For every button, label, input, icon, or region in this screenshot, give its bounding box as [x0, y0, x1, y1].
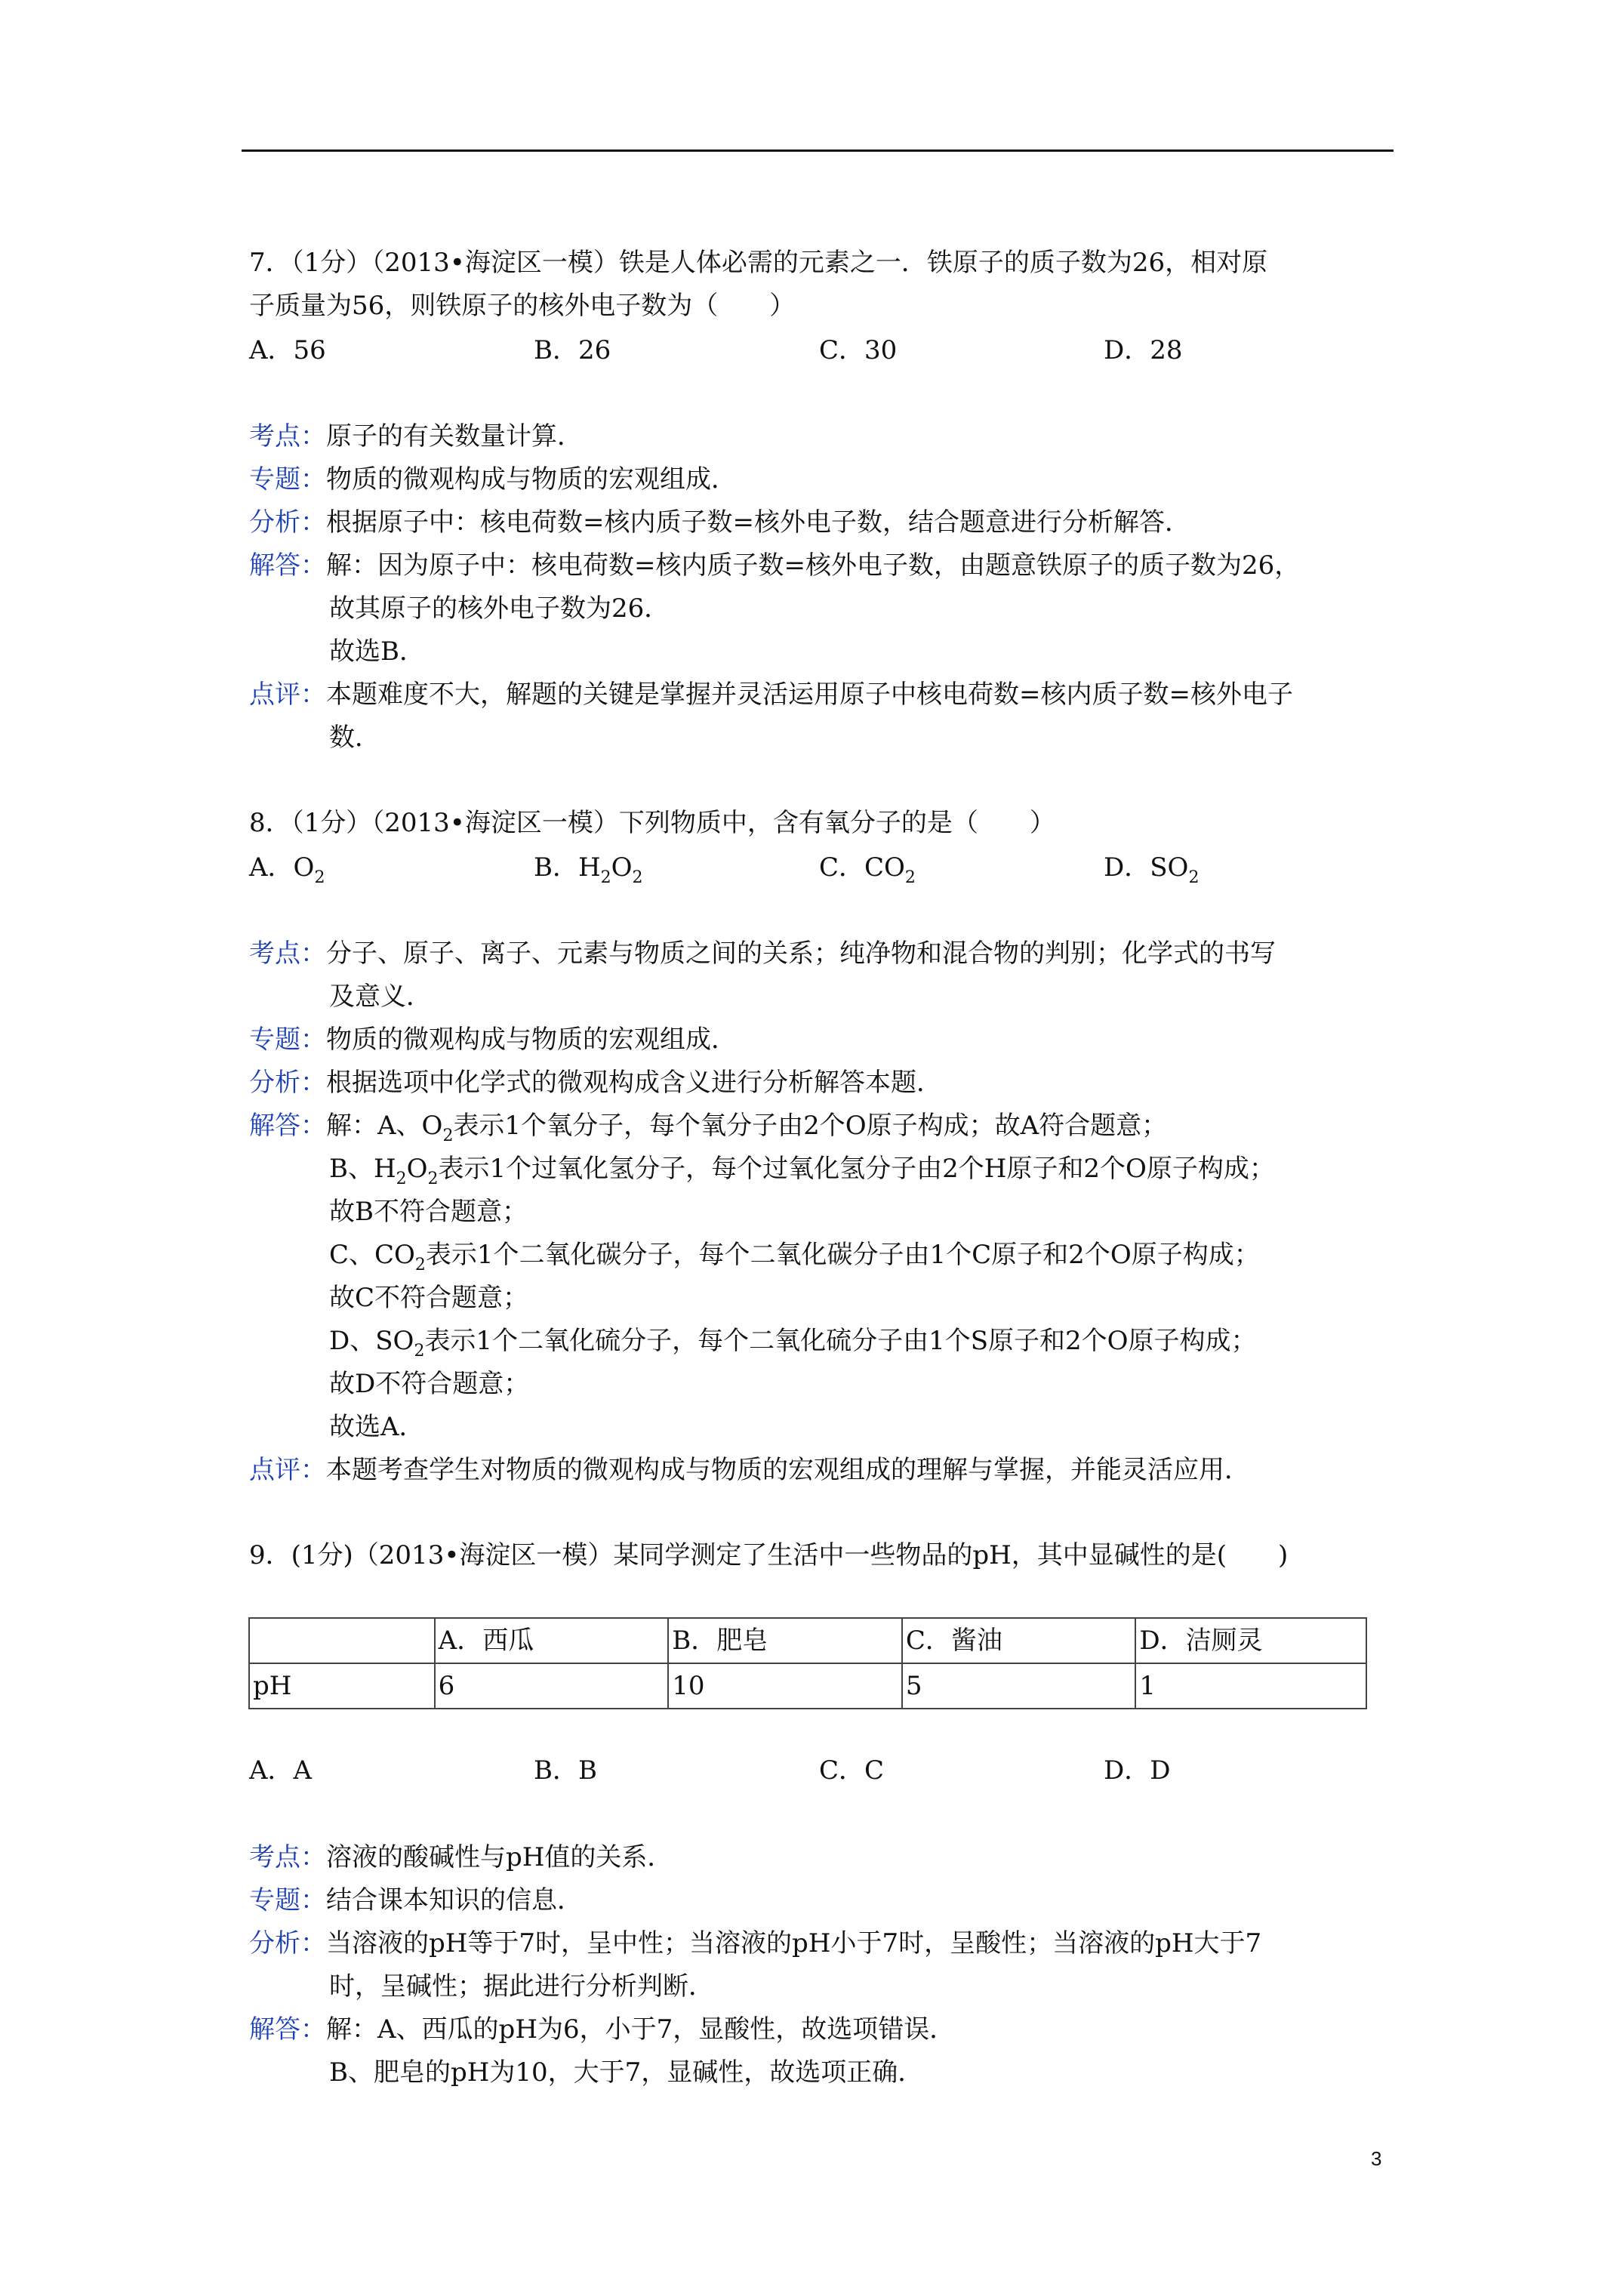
kaodian-label: 考点： [249, 421, 326, 451]
subscript: 2 [414, 1256, 426, 1274]
q9-option-b: B．B [534, 1755, 597, 1786]
q8-jieda-c [329, 1240, 1260, 1274]
zhuanti-text: 结合课本知识的信息． [326, 1885, 583, 1915]
kaodian-text: 分子、原子、离子、元素与物质之间的关系；纯净物和混合物的判别；化学式的书写 [326, 938, 1276, 969]
jieda-text: 解：A、西瓜的pH为6，小于7，显酸性，故选项错误． [326, 2014, 956, 2045]
zhuanti-label: 专题： [249, 1885, 326, 1915]
q8-option-d [1104, 852, 1199, 886]
q7-option-b: B．26 [534, 335, 611, 365]
jieda-b-pre: B、H [329, 1154, 396, 1184]
header-rule [242, 149, 1394, 152]
kaodian-label: 考点： [249, 938, 326, 969]
q7-jieda-line-3: 故选B． [329, 636, 425, 667]
jieda-label: 解答： [249, 550, 326, 581]
q8-jieda-choice: 故选A． [329, 1412, 425, 1442]
q8-jieda [249, 1111, 1167, 1145]
q9-option-d: D．D [1104, 1755, 1171, 1786]
q9-option-c: C．C [819, 1755, 885, 1786]
subscript: 2 [1188, 868, 1200, 887]
page-number: 3 [1371, 2147, 1382, 2170]
q9-zhuanti [249, 1885, 583, 1915]
q7-stem-line-2: 子质量为56，则铁原子的核外电子数为（ ） [249, 291, 796, 321]
table-header-row [249, 1618, 1366, 1663]
q7-kaodian [249, 421, 583, 451]
fenxi-label: 分析： [249, 1068, 326, 1098]
q8-opt-b-text: B．H [534, 852, 601, 883]
jieda-b-mid: O [406, 1154, 428, 1184]
q8-jieda-d-tail: 故D不符合题意； [329, 1369, 530, 1399]
kaodian-text: 原子的有关数量计算． [326, 421, 583, 451]
q8-option-b [534, 852, 643, 886]
q9-option-a: A．A [249, 1755, 313, 1786]
table-cell: C．酱油 [902, 1618, 1136, 1663]
zhuanti-label: 专题： [249, 1025, 326, 1055]
q9-stem: 9．(1分)（2013•海淀区一模）某同学测定了生活中一些物品的pH，其中显碱性的是( ) [249, 1540, 1289, 1570]
q8-jieda-c-tail: 故C不符合题意； [329, 1283, 529, 1313]
q8-kaodian-line-2: 及意义． [329, 982, 432, 1012]
q7-fenxi [249, 507, 1190, 538]
dianping-text: 本题考查学生对物质的微观构成与物质的宏观组成的理解与掌握，并能灵活应用． [326, 1455, 1250, 1485]
fenxi-text: 根据选项中化学式的微观构成含义进行分析解答本题． [326, 1068, 942, 1098]
ph-table [248, 1617, 1367, 1709]
table-cell: 10 [668, 1663, 902, 1709]
q8-stem: 8．（1分）（2013•海淀区一模）下列物质中，含有氧分子的是（ ） [249, 808, 1055, 838]
jieda-c-pre: C、CO [329, 1240, 415, 1270]
q7-zhuanti [249, 464, 737, 495]
q8-jieda-b-tail: 故B不符合题意； [329, 1197, 528, 1227]
jieda-c-post: 表示1个二氧化碳分子，每个二氧化碳分子由1个C原子和2个O原子构成； [425, 1240, 1260, 1270]
zhuanti-text: 物质的微观构成与物质的宏观组成． [326, 1025, 737, 1055]
kaodian-label: 考点： [249, 1842, 326, 1872]
q8-option-c [819, 852, 916, 886]
fenxi-label: 分析： [249, 1928, 326, 1959]
jieda-b-post: 表示1个过氧化氢分子，每个过氧化氢分子由2个H原子和2个O原子构成； [438, 1154, 1275, 1184]
jieda-a-pre: 解：A、O [326, 1111, 443, 1141]
zhuanti-label: 专题： [249, 464, 326, 495]
q7-dianping [249, 680, 1293, 710]
q8-opt-b-mid: O [611, 852, 633, 883]
q8-jieda-b [329, 1154, 1275, 1188]
table-cell: 6 [435, 1663, 669, 1709]
q8-kaodian [249, 938, 1276, 969]
jieda-label: 解答： [249, 1111, 326, 1141]
q7-option-d: D．28 [1104, 335, 1183, 365]
table-cell: pH [249, 1663, 435, 1709]
q9-fenxi-line-2: 时，呈碱性；据此进行分析判断． [329, 1971, 714, 2002]
fenxi-text: 根据原子中：核电荷数=核内质子数=核外电子数，结合题意进行分析解答． [326, 507, 1190, 538]
subscript: 2 [904, 868, 916, 887]
q9-kaodian [249, 1842, 673, 1872]
dianping-label: 点评： [249, 680, 326, 710]
q9-fenxi [249, 1928, 1261, 1959]
q7-option-a: A．56 [249, 335, 326, 365]
q9-jieda-line-2: B、肥皂的pH为10，大于7，显碱性，故选项正确． [329, 2057, 924, 2088]
subscript: 2 [414, 1342, 425, 1361]
q9-jieda [249, 2014, 955, 2045]
q7-jieda-line-2: 故其原子的核外电子数为26． [329, 593, 670, 624]
q8-dianping [249, 1455, 1250, 1485]
q7-stem-line-1: 7．（1分）（2013•海淀区一模）铁是人体必需的元素之一．铁原子的质子数为26，相对原 [249, 248, 1268, 278]
fenxi-label: 分析： [249, 507, 326, 538]
kaodian-text: 溶液的酸碱性与pH值的关系． [326, 1842, 673, 1872]
table-cell: A．西瓜 [435, 1618, 669, 1663]
zhuanti-text: 物质的微观构成与物质的宏观组成． [326, 464, 737, 495]
q7-jieda [249, 550, 1300, 581]
q8-fenxi [249, 1068, 942, 1098]
subscript: 2 [427, 1170, 439, 1188]
q8-zhuanti [249, 1025, 737, 1055]
jieda-label: 解答： [249, 2014, 326, 2045]
q7-dianping-line-2: 数． [329, 723, 380, 753]
dianping-label: 点评： [249, 1455, 326, 1485]
table-cell: D．洁厕灵 [1135, 1618, 1366, 1663]
q8-option-a [249, 852, 325, 886]
subscript: 2 [442, 1126, 454, 1145]
q8-jieda-d [329, 1326, 1257, 1360]
jieda-a-post: 表示1个氧分子，每个氧分子由2个O原子构成；故A符合题意； [453, 1111, 1168, 1141]
table-cell: 1 [1135, 1663, 1366, 1709]
subscript: 2 [314, 868, 325, 887]
table-cell [249, 1618, 435, 1663]
q8-opt-a-text: A．O [249, 852, 315, 883]
table-cell: 5 [902, 1663, 1136, 1709]
subscript: 2 [396, 1170, 407, 1188]
jieda-d-post: 表示1个二氧化硫分子，每个二氧化硫分子由1个S原子和2个O原子构成； [424, 1326, 1257, 1356]
q8-opt-c-text: C．CO [819, 852, 905, 883]
subscript: 2 [632, 868, 643, 887]
q8-opt-d-text: D．SO [1104, 852, 1189, 883]
jieda-d-pre: D、SO [329, 1326, 414, 1356]
table-cell: B．肥皂 [668, 1618, 902, 1663]
dianping-text: 本题难度不大，解题的关键是掌握并灵活运用原子中核电荷数=核内质子数=核外电子 [326, 680, 1293, 710]
table-row [249, 1663, 1366, 1709]
jieda-text: 解：因为原子中：核电荷数=核内质子数=核外电子数，由题意铁原子的质子数为26， [326, 550, 1301, 581]
subscript: 2 [600, 868, 611, 887]
q7-option-c: C．30 [819, 335, 898, 365]
fenxi-text: 当溶液的pH等于7时，呈中性；当溶液的pH小于7时，呈酸性；当溶液的pH大于7 [326, 1928, 1262, 1959]
